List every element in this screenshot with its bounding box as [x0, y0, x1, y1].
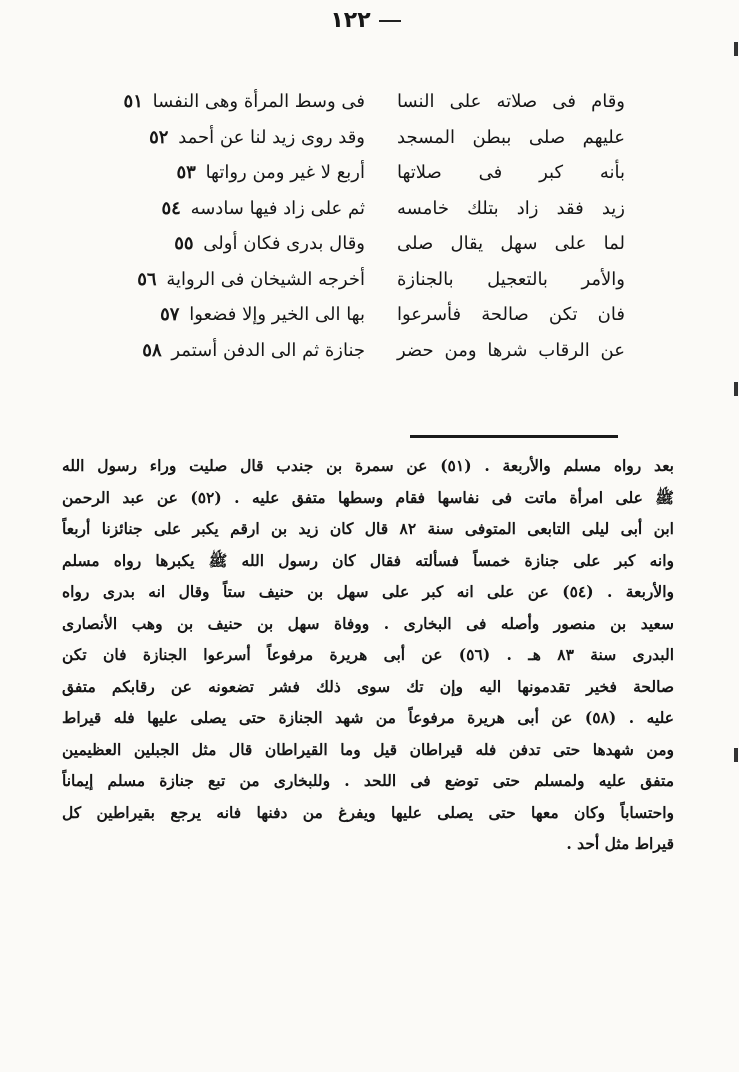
verse-number: ٥٨ — [142, 339, 162, 361]
commentary-line: وانه كبر على جنازة خمساً فسألته فقال كان رسول الله ﷺ يكبرها رواه مسلم — [62, 550, 674, 570]
verse-second-hemistich — [120, 191, 365, 227]
verse-second-hemistich — [120, 333, 365, 369]
verse-number: ٥٣ — [176, 162, 196, 183]
verse-number: ٥٦ — [137, 268, 157, 290]
verse-first-hemistich: عليهم صلى ببطن المسجد — [397, 126, 625, 148]
commentary-line: متفق عليه ولمسلم حتى توضع فى اللحد . وللبخارى من تبع جنازة مسلم إيماناً — [62, 771, 674, 790]
commentary-line: ابن أبى ليلى التابعى المتوفى سنة ٨٢ قال كان زيد بن ارقم يكبر على جنائزنا أربعاً — [62, 519, 674, 538]
scan-margin-mark — [734, 382, 738, 396]
commentary-line: والأربعة . (٥٤) عن على انه كبر على سهل بن حنيف ستاً وقال انه بدرى رواه — [62, 582, 674, 601]
page-number-dash — [379, 20, 401, 22]
verse-second-text: جنازة ثم الى الدفن أستمر — [171, 339, 365, 361]
verse-second-text: أخرجه الشيخان فى الرواية — [166, 268, 365, 290]
verse — [120, 120, 625, 156]
commentary-line: صالحة فخير تقدمونها اليه وإن تك سوى ذلك فشر تضعونه عن رقابكم متفق — [62, 676, 674, 696]
verse-second-text: بها الى الخير وإلا فضعوا — [189, 304, 365, 325]
verse-second-text: وقد روى زيد لنا عن أحمد — [178, 126, 365, 148]
verse — [120, 226, 625, 262]
verse — [120, 84, 625, 120]
verse-number: ٥٢ — [149, 126, 169, 148]
verse — [120, 262, 625, 298]
verse-first-hemistich: وقام فى صلاته على النسا — [397, 91, 625, 112]
verse-number: ٥١ — [123, 91, 143, 112]
verse-first-hemistich: والأمر بالتعجيل بالجنازة — [397, 268, 625, 290]
commentary-line: بعد رواه مسلم والأربعة . (٥١) عن سمرة بن جندب قال صليت وراء رسول الله — [62, 456, 674, 475]
verse — [120, 333, 625, 369]
verse-second-hemistich — [120, 155, 365, 191]
verse-second-hemistich — [120, 226, 365, 262]
verse-second-hemistich — [120, 84, 365, 120]
verse-second-hemistich — [120, 297, 365, 333]
commentary-line: البدرى سنة ٨٣ هـ . (٥٦) عن أبى هريرة مرفوعاً أسرعوا الجنازة فان تكن — [62, 645, 674, 664]
commentary-line: ومن شهدها حتى تدفن فله قيراطان قيل وما القيراطان قال مثل الجبلين العظيمين — [62, 739, 674, 759]
verse-first-hemistich: لما على سهل يقال صلى — [397, 233, 625, 254]
commentary-line: عليه . (٥٨) عن أبى هريرة مرفوعاً من شهد الجنازة حتى يصلى عليها فله قيراط — [62, 708, 674, 727]
page-number-text: ١٢٢ — [330, 8, 371, 33]
scan-margin-mark — [734, 42, 738, 56]
commentary-line: قيراط مثل أحد . — [566, 834, 674, 853]
commentary-line: ﷺ على امرأة ماتت فى نفاسها فقام وسطها متفق عليه . (٥٢) عن عبد الرحمن — [62, 487, 674, 507]
verse-second-hemistich — [120, 120, 365, 156]
commentary-block — [62, 450, 674, 860]
verse-first-hemistich: بأنه كبر فى صلاتها — [397, 162, 625, 183]
verse-second-hemistich — [120, 262, 365, 298]
verse-first-hemistich: عن الرقاب شرها ومن حضر — [397, 339, 625, 361]
separator-rule — [410, 435, 618, 438]
verse-first-hemistich: زيد فقد زاد بتلك خامسه — [397, 197, 625, 219]
verse — [120, 297, 625, 333]
verse-first-hemistich: فان تكن صالحة فأسرعوا — [397, 304, 625, 325]
verse — [120, 155, 625, 191]
page-number — [0, 8, 739, 33]
verse-number: ٥٧ — [160, 304, 180, 325]
scan-margin-mark — [734, 748, 738, 762]
verse-number: ٥٥ — [174, 233, 194, 254]
verse — [120, 191, 625, 227]
commentary-line: سعيد بن منصور وأصله فى البخارى . ووفاة سهل بن حنيف بن وهب الأنصارى — [62, 613, 674, 633]
commentary-line: واحتساباً وكان معها حتى يصلى عليها ويفرغ من دفنها فانه يرجع بقيراطين كل — [62, 802, 674, 822]
verse-second-text: ثم على زاد فيها سادسه — [190, 197, 365, 219]
verse-number: ٥٤ — [161, 197, 181, 219]
verse-second-text: أربع لا غير ومن رواتها — [205, 162, 365, 183]
verse-second-text: وقال بدرى فكان أولى — [203, 233, 365, 254]
poem-block — [120, 84, 625, 368]
verse-second-text: فى وسط المرأة وهى النفسا — [152, 91, 365, 112]
